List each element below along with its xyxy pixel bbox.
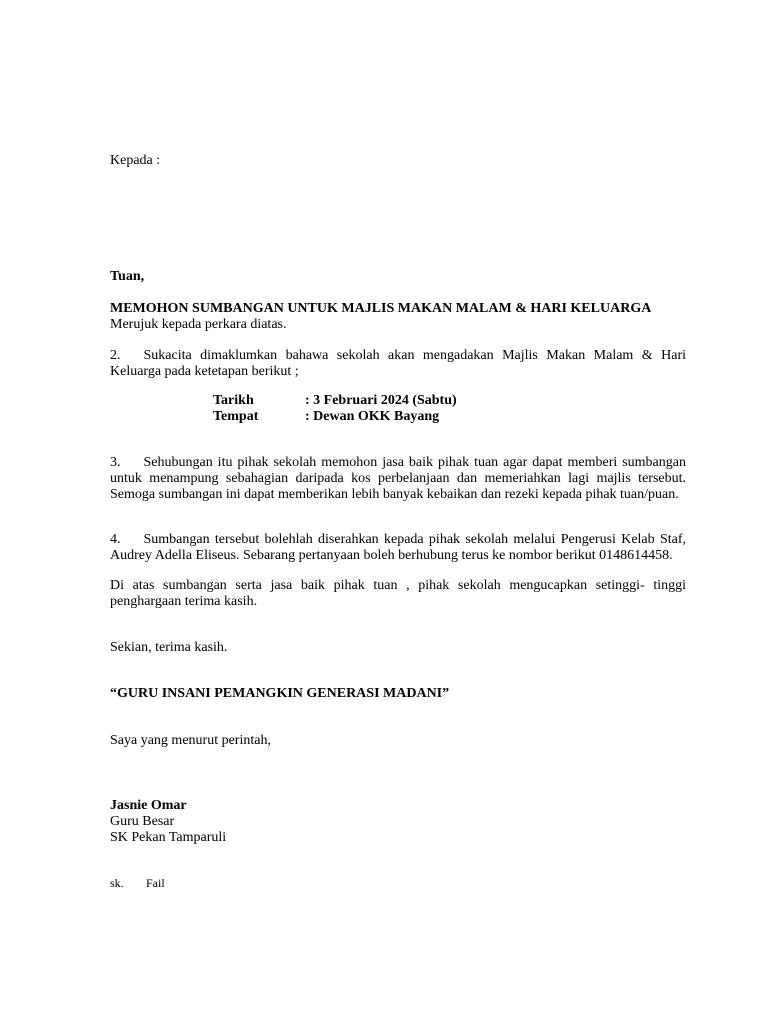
paragraph-4 (110, 532, 686, 564)
paragraph-text: Sehubungan itu pihak sekolah memohon jasa baik pihak tuan agar dapat memberi sumbangan untuk menampung sebahagian daripada kos perbelanjaan dan memeriahkan lagi majlis tersebut. Semoga sumbangan ini dapat memberikan lebih banyak kebaikan dan rezeki kepada pihak tuan/puan. (110, 455, 686, 502)
sign-off: Saya yang menurut perintah, (110, 733, 271, 748)
paragraph-number: 3. (110, 455, 121, 470)
detail-label: Tempat (213, 409, 259, 424)
detail-label: Tarikh (213, 393, 254, 408)
cc-value: Fail (146, 876, 165, 890)
paragraph-number: 2. (110, 348, 121, 363)
detail-row-date (213, 393, 457, 409)
paragraph-number: 4. (110, 532, 121, 547)
paragraph-5: Di atas sumbangan serta jasa baik pihak tuan , pihak sekolah mengucapkan setinggi- tinggi penghargaan terima kasih. (110, 578, 686, 609)
carbon-copy (110, 875, 165, 891)
signatory-name: Jasnie Omar (110, 798, 187, 813)
signatory-school: SK Pekan Tamparuli (110, 830, 227, 845)
closing-line: Sekian, terima kasih. (110, 640, 228, 655)
school-motto: “GURU INSANI PEMANGKIN GENERASI MADANI” (110, 686, 450, 701)
detail-value: : 3 Februari 2024 (Sabtu) (305, 393, 457, 408)
paragraph-2 (110, 348, 686, 380)
salutation: Tuan, (110, 269, 145, 284)
paragraph-3 (110, 455, 686, 503)
paragraph-text: Sukacita dimaklumkan bahawa sekolah akan mengadakan Majlis Makan Malam & Hari Keluarga pada ketetapan berikut ; (110, 348, 686, 379)
recipient-label: Kepada : (110, 153, 161, 168)
signatory-title: Guru Besar (110, 814, 175, 829)
paragraph-text: Sumbangan tersebut bolehlah diserahkan kepada pihak sekolah melalui Pengerusi Kelab Staf, Audrey Adella Eliseus. Sebarang pertanyaan boleh berhubung terus ke nombor berikut 0148614458. (110, 532, 686, 563)
cc-label: sk. (110, 876, 124, 890)
subject-heading: MEMOHON SUMBANGAN UNTUK MAJLIS MAKAN MALAM & HARI KELUARGA (110, 301, 652, 316)
reference-line: Merujuk kepada perkara diatas. (110, 317, 287, 332)
detail-value: : Dewan OKK Bayang (305, 409, 440, 424)
detail-row-venue (213, 409, 439, 425)
